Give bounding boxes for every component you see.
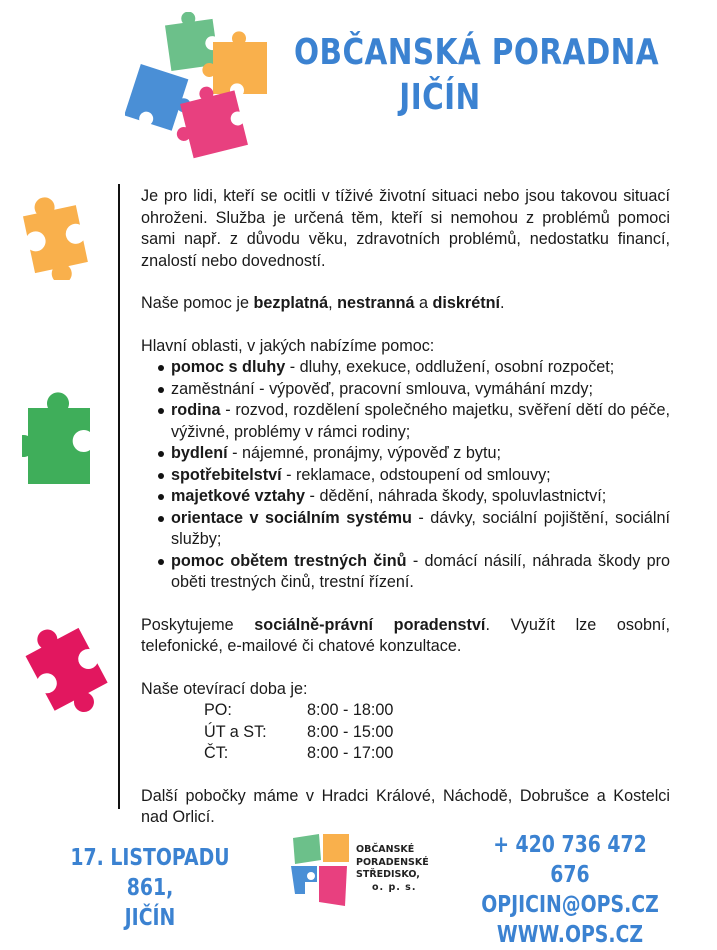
area-title: bydlení xyxy=(171,444,228,462)
hours-row xyxy=(204,722,670,744)
vertical-divider xyxy=(118,184,120,809)
address-street: 17. LISTOPADU 861, xyxy=(70,845,230,901)
help-free: bezplatná xyxy=(253,294,329,312)
service-paragraph xyxy=(141,615,670,658)
intro-paragraph: Je pro lidi, kteří se ocitli v tíživé životní situaci nebo jsou takovou situací ohroženi. Služba je určená těm, kteří si nemohou z problémů pomoci sami např. z důvodu věku, zdravotních problémů, nedostatku financí, znalostí nebo dovedností. xyxy=(141,187,670,270)
list-item xyxy=(141,486,670,508)
website-link[interactable]: WWW.OPS.CZ xyxy=(496,922,644,948)
list-item xyxy=(141,551,670,594)
hours-time: 8:00 - 18:00 xyxy=(307,701,394,719)
area-desc: - rozvod, rozdělení společného majetku, svěření dětí do péče, výživné, problémy v rámci rodiny; xyxy=(171,401,670,441)
area-desc: - dávky, sociální pojištění, sociální služby; xyxy=(171,508,670,548)
hours-time: 8:00 - 15:00 xyxy=(307,722,394,741)
help-paragraph xyxy=(141,293,670,315)
orange-puzzle-piece-icon xyxy=(18,194,94,280)
address xyxy=(68,843,232,933)
hours-time: 8:00 - 17:00 xyxy=(307,744,394,762)
area-desc: zaměstnání - výpověď, pracovní smlouva, vymáhání mzdy; xyxy=(171,379,594,398)
list-item xyxy=(141,357,670,379)
page-title xyxy=(294,30,660,120)
phone-number[interactable]: + 420 736 472 676 xyxy=(493,832,647,888)
hours-day: PO: xyxy=(204,701,232,719)
hours-row xyxy=(204,743,670,765)
area-title: majetkové vztahy xyxy=(171,487,306,505)
hours-day: ÚT a ST: xyxy=(204,722,267,741)
list-item xyxy=(141,379,670,401)
service-prefix: Poskytujeme xyxy=(141,615,255,634)
contacts xyxy=(480,830,660,950)
help-sep-1: , xyxy=(328,294,338,312)
branches-paragraph: Další pobočky máme v Hradci Králové, Náchodě, Dobrušce a Kostelci nad Orlicí. xyxy=(141,786,670,826)
areas-list xyxy=(141,357,670,594)
main-content xyxy=(141,186,670,829)
opening-hours xyxy=(204,700,670,765)
help-suffix: . xyxy=(499,294,505,312)
area-desc: - dluhy, exekuce, oddlužení, osobní rozpočet; xyxy=(285,358,615,376)
area-desc: - domácí násilí, náhrada škody pro oběti trestných činů, trestní řízení. xyxy=(171,551,670,591)
org-line-4: o. p. s. xyxy=(372,881,417,893)
area-desc: - nájemné, pronájmy, výpověď z bytu; xyxy=(227,444,501,462)
area-desc: - reklamace, odstoupení od smlouvy; xyxy=(281,465,551,484)
area-title: rodina xyxy=(171,401,221,419)
address-city: JIČÍN xyxy=(124,905,176,931)
green-puzzle-piece-icon xyxy=(22,386,102,492)
area-desc: - dědění, náhrada škody, spoluvlastnictví; xyxy=(305,487,607,505)
hours-row xyxy=(204,700,670,722)
org-line-2: PORADENSKÉ xyxy=(356,856,429,868)
area-title: orientace v sociálním systému xyxy=(171,508,412,527)
service-highlight: sociálně-právní poradenství xyxy=(254,615,486,634)
service-suffix: . Využít lze osobní, telefonické, e-mailové či chatové konzultace. xyxy=(141,615,670,655)
areas-intro: Hlavní oblasti, v jakých nabízíme pomoc: xyxy=(141,336,435,355)
hours-intro: Naše otevírací doba je: xyxy=(141,679,308,698)
title-line-2: JIČÍN xyxy=(399,77,481,118)
help-sep-2: a xyxy=(414,294,433,312)
list-item xyxy=(141,465,670,487)
help-discreet: diskrétní xyxy=(432,294,500,312)
title-line-1: OBČANSKÁ PORADNA xyxy=(294,32,660,73)
list-item xyxy=(141,508,670,551)
list-item xyxy=(141,443,670,465)
area-title: spotřebitelství xyxy=(171,465,282,484)
ops-org-name xyxy=(356,844,429,894)
area-title: pomoc s dluhy xyxy=(171,358,286,376)
email-link[interactable]: OPJICIN@OPS.CZ xyxy=(481,892,659,918)
org-line-1: OBČANSKÉ xyxy=(356,844,415,855)
help-impartial: nestranná xyxy=(337,294,415,312)
puzzle-logo-icon xyxy=(125,12,285,160)
list-item xyxy=(141,400,670,443)
area-title: pomoc obětem trestných činů xyxy=(171,551,407,570)
hours-day: ČT: xyxy=(204,744,229,762)
org-line-3: STŘEDISKO, xyxy=(356,869,420,880)
ops-logo-icon xyxy=(291,832,351,912)
pink-puzzle-piece-icon xyxy=(22,620,112,716)
help-prefix: Naše pomoc je xyxy=(141,294,254,312)
